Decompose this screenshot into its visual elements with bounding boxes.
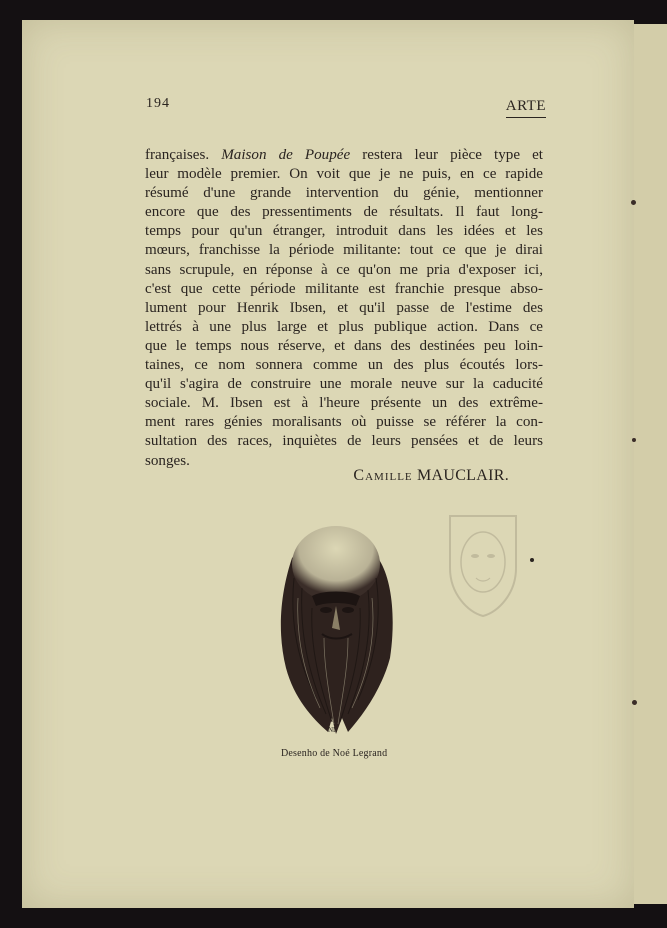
page-number: 194 bbox=[146, 96, 170, 111]
body-line: taines, ce nom sonnera comme un des plus écoutés lors- bbox=[145, 357, 543, 374]
play-title: Maison de Poupée bbox=[221, 147, 351, 163]
body-line: résumé d'une grande intervention du génie, mentionner bbox=[145, 185, 543, 202]
body-line: temps pour qu'un étranger, introduit dans les idées et les bbox=[145, 223, 543, 240]
author-signature bbox=[353, 467, 509, 485]
bearded-head-illustration bbox=[272, 518, 400, 738]
artist-monogram: NL bbox=[328, 726, 338, 734]
margin-spot bbox=[631, 200, 636, 205]
margin-spot bbox=[632, 700, 637, 705]
body-line: songes. bbox=[145, 452, 190, 469]
body-line: françaises. Maison de Poupée restera leur pièce type et bbox=[145, 147, 543, 163]
body-line: que le temps nous réserve, et dans des destinées peu loin- bbox=[145, 337, 543, 354]
body-line: sociale. M. Ibsen est à l'heure présente un des extrême- bbox=[145, 395, 543, 412]
body-line: mœurs, franchisse la période militante: tout ce que je dirai bbox=[145, 242, 543, 259]
body-line: encore que des pressentiments de résultats. Il faut long- bbox=[145, 204, 543, 221]
show-through-face bbox=[442, 508, 524, 618]
body-line: qu'il s'agira de construire une morale neuve sur la caducité bbox=[145, 376, 543, 393]
margin-spot bbox=[632, 438, 636, 442]
body-line: lettrés à une plus large et plus publique action. Dans ce bbox=[145, 318, 543, 335]
body-line: ment rares génies moralisants où puisse se référer la con- bbox=[145, 414, 543, 431]
author-last-name: MAUCLAIR. bbox=[416, 467, 509, 484]
article-body bbox=[145, 146, 543, 471]
running-head: ARTE bbox=[506, 98, 546, 118]
body-line: c'est que cette période militante est franchie presque abso- bbox=[145, 280, 543, 297]
body-line: sultation des races, inquiètes de leurs pensées et de leurs bbox=[145, 433, 543, 450]
illustration-caption: Desenho de Noé Legrand bbox=[281, 748, 388, 759]
body-line: lument pour Henrik Ibsen, et qu'il passe de l'estime des bbox=[145, 299, 543, 316]
body-line: leur modèle premier. On voit que je ne puis, en ce rapide bbox=[145, 166, 543, 183]
ink-spot bbox=[530, 558, 534, 562]
body-line: sans scrupule, en réponse à ce qu'on me pria d'exposer ici, bbox=[145, 261, 543, 278]
author-first-name: Camille bbox=[353, 467, 413, 484]
